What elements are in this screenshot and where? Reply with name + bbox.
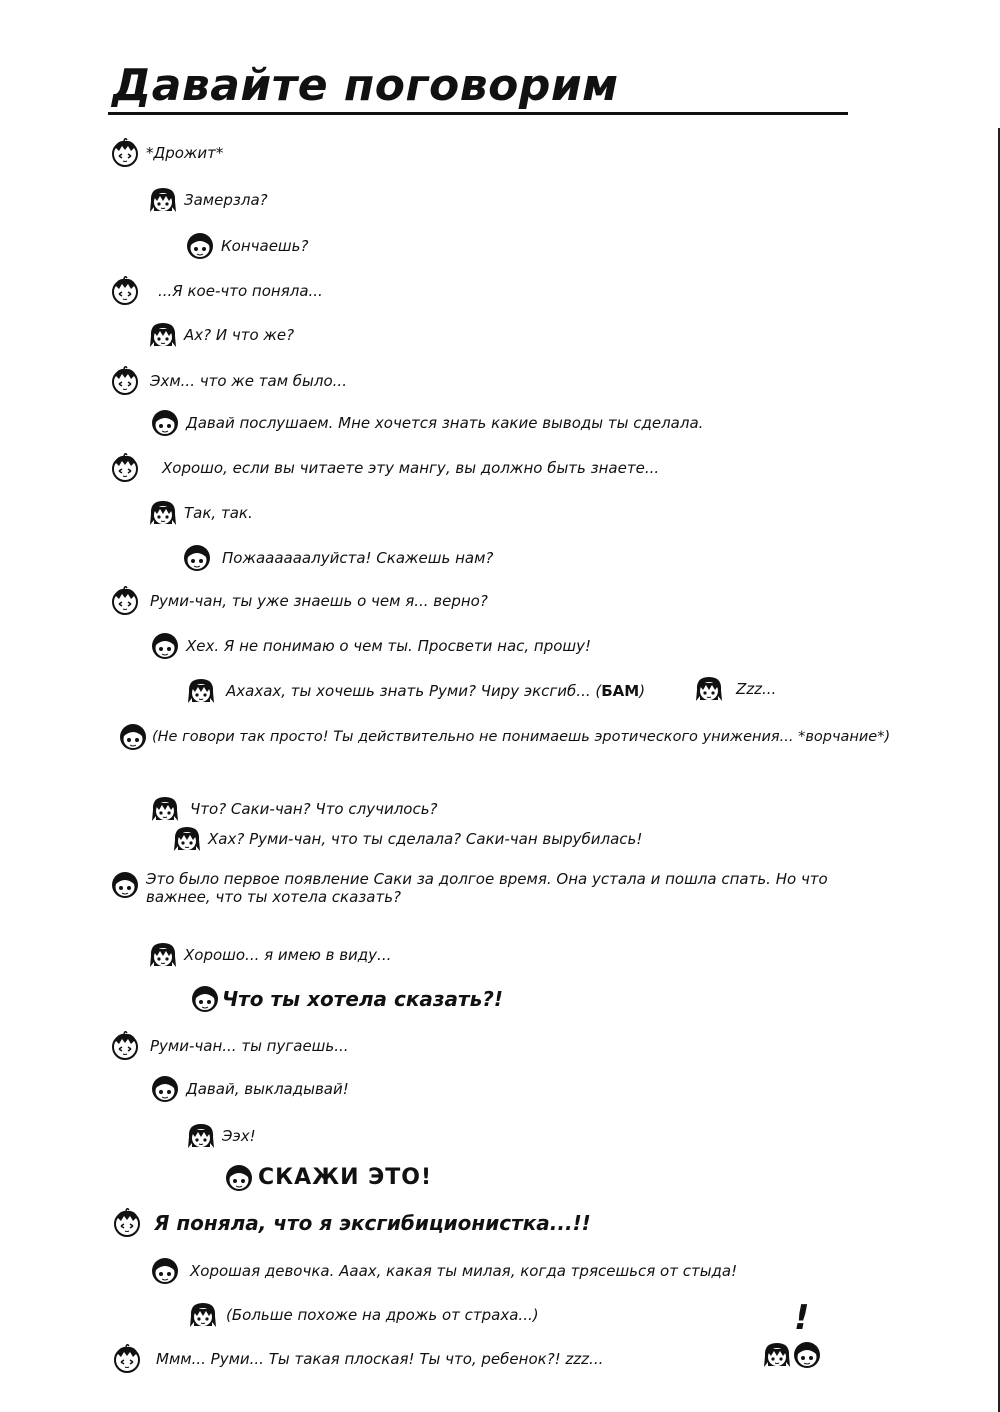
dialogue-text: Ммм... Руми... Ты такая плоская! Ты что, ребенок?! zzz... <box>156 1350 604 1368</box>
dialogue-text-close: ) <box>639 682 646 700</box>
dialogue-text: Так, так. <box>184 504 253 522</box>
rumi-face-icon <box>150 1074 180 1104</box>
chiru-face-icon <box>172 824 202 854</box>
dialogue-line <box>118 722 890 752</box>
dialogue-text: Zzz... <box>736 680 777 698</box>
dialogue-text: *Дрожит* <box>146 144 224 162</box>
dialogue-text: СКАЖИ ЭТО! <box>258 1165 433 1190</box>
rumi-face-icon <box>224 1163 254 1193</box>
dialogue-text <box>226 682 645 700</box>
saki-face-icon <box>110 1031 140 1061</box>
dialogue-line <box>110 1031 349 1061</box>
rumi-face-icon <box>190 984 220 1014</box>
page-title: Давайте поговорим <box>112 60 619 111</box>
dialogue-line <box>150 794 438 824</box>
dialogue-text-main: Ахахах, ты хочешь знать Руми? Чиру эксгиб... ( <box>226 682 602 700</box>
chiru-face-icon <box>186 676 216 706</box>
dialogue-line <box>110 276 323 306</box>
dialogue-line <box>182 543 493 573</box>
dialogue-text: Хех. Я не понимаю о чем ты. Просвети нас, прошу! <box>186 637 592 655</box>
dialogue-text: Что? Саки-чан? Что случилось? <box>190 800 438 818</box>
dialogue-text: Руми-чан... ты пугаешь... <box>150 1037 349 1055</box>
chiru-face-icon <box>148 185 178 215</box>
saki-face-icon <box>110 138 140 168</box>
dialogue-text: Руми-чан, ты уже знаешь о чем я... верно? <box>150 592 488 610</box>
dialogue-line <box>224 1163 432 1193</box>
dialogue-line <box>150 1074 349 1104</box>
dialogue-line <box>186 1121 256 1151</box>
dialogue-line <box>148 320 294 350</box>
dialogue-text: Это было первое появление Саки за долгое время. Она устала и пошла спать. Но что важнее, что ты хотела сказать? <box>146 870 828 906</box>
dialogue-line <box>185 231 308 261</box>
dialogue-line <box>186 676 645 706</box>
dialogue-line <box>148 940 391 970</box>
chiru-face-icon <box>148 320 178 350</box>
dialogue-line <box>150 1256 737 1286</box>
dialogue-text: ...Я кое-что поняла... <box>158 282 323 300</box>
dialogue-line <box>110 366 347 396</box>
dialogue-line <box>110 138 223 168</box>
dialogue-line <box>148 185 268 215</box>
dialogue-text: Кончаешь? <box>221 237 309 255</box>
dialogue-line <box>172 824 642 854</box>
dialogue-text: (Больше похоже на дрожь от страха...) <box>226 1306 539 1324</box>
dialogue-text: Давай послушаем. Мне хочется знать какие выводы ты сделала. <box>186 414 704 432</box>
dialogue-line <box>150 408 703 438</box>
saki-face-icon <box>110 453 140 483</box>
dialogue-text: Хорошо... я имею в виду... <box>184 946 392 964</box>
dialogue-text: (Не говори так просто! Ты действительно не понимаешь эротического унижения... *ворчание*) <box>152 729 891 745</box>
rumi-face-icon <box>182 543 212 573</box>
rumi-face-icon <box>792 1340 822 1370</box>
dialogue-text: Давай, выкладывай! <box>186 1080 349 1098</box>
rumi-face-icon <box>150 1256 180 1286</box>
rumi-face-icon <box>185 231 215 261</box>
chiru-face-icon <box>762 1340 792 1370</box>
dialogue-line <box>694 674 776 704</box>
saki-face-icon <box>112 1208 142 1238</box>
dialogue-text: Ээх! <box>222 1127 256 1145</box>
saki-face-icon <box>112 1344 142 1374</box>
rumi-face-icon <box>118 722 148 752</box>
bam-sound-effect: БАМ <box>601 682 640 700</box>
dialogue-line <box>110 586 488 616</box>
dialogue-line <box>148 498 253 528</box>
dialogue-text: Хах? Руми-чан, что ты сделала? Саки-чан вырубилась! <box>208 830 643 848</box>
dialogue-text: Хорошо, если вы читаете эту мангу, вы должно быть знаете... <box>162 459 660 477</box>
rumi-face-icon <box>150 631 180 661</box>
saki-face-icon <box>110 366 140 396</box>
dialogue-line <box>190 984 503 1014</box>
dialogue-line <box>112 1208 591 1238</box>
dialogue-text: Что ты хотела сказать?! <box>222 987 504 1011</box>
dialogue-text: Ах? И что же? <box>184 326 295 344</box>
dialogue-text: Я поняла, что я эксгибиционистка...!! <box>154 1211 591 1235</box>
chiru-face-icon <box>148 498 178 528</box>
dialogue-text: Пожаааааалуйста! Скажешь нам? <box>222 549 494 567</box>
saki-face-icon <box>110 586 140 616</box>
chiru-face-icon <box>188 1300 218 1330</box>
exclamation-mark: ! <box>794 1298 810 1338</box>
dialogue-text: Эхм... что же там было... <box>150 372 347 390</box>
chiru-face-icon <box>148 940 178 970</box>
title-underline <box>108 112 848 115</box>
chiru-face-icon <box>150 794 180 824</box>
saki-face-icon <box>110 276 140 306</box>
dialogue-line <box>188 1300 539 1330</box>
dialogue-line <box>112 1344 603 1374</box>
dialogue-line <box>150 631 591 661</box>
dialogue-line <box>110 453 659 483</box>
surprised-faces <box>762 1340 822 1370</box>
dialogue-text: Хорошая девочка. Аааx, какая ты милая, когда трясешься от стыда! <box>190 1262 738 1280</box>
dialogue-text: Замерзла? <box>184 191 268 209</box>
chiru-face-icon <box>694 674 724 704</box>
dialogue-line <box>110 870 866 906</box>
rumi-face-icon <box>110 870 140 900</box>
chiru-face-icon <box>186 1121 216 1151</box>
rumi-face-icon <box>150 408 180 438</box>
